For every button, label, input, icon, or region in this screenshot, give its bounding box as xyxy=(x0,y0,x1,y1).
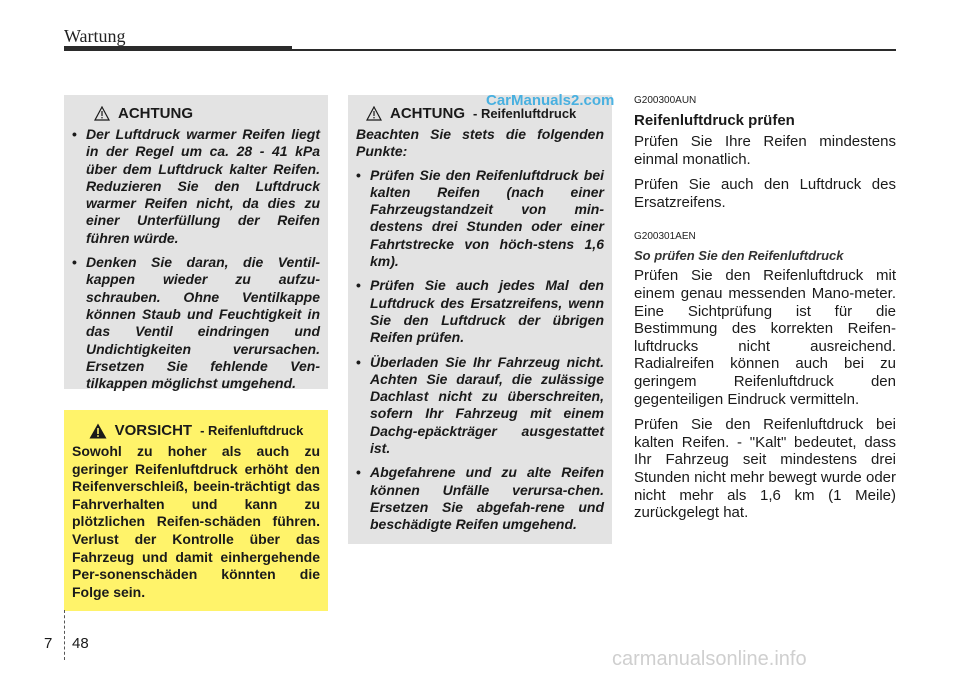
page-number-divider xyxy=(64,610,65,660)
caution-box-tire-pressure xyxy=(64,410,328,611)
header-rule-thin xyxy=(292,49,896,51)
warning-header xyxy=(72,105,320,122)
footer-watermark: carmanualsonline.info xyxy=(612,648,807,670)
warning-box-tire-pressure xyxy=(64,95,328,392)
caution-subtitle: - Reifenluftdruck xyxy=(200,423,304,438)
section-code: G200301AEN xyxy=(634,231,696,243)
page-number: 48 xyxy=(72,635,89,652)
caution-header xyxy=(72,422,320,439)
list-item: • Denken Sie daran, die Ventil-kappen wieder zu aufzu-schrauben. Ohne Ventilkappe können Staub und Feuchtigkeit in das Ventil eindringen und Undichtigkeiten verursachen. Ersetzen Sie fehlende Ven-tilkappen möglichst umgehend. xyxy=(72,254,320,392)
warning-intro: Beachten Sie stets die folgenden Punkte: xyxy=(356,126,604,160)
list-item: • Prüfen Sie den Reifenluftdruck bei kalten Reifen (nach einer Fahrzeugstandzeit von min-destens drei Stunden oder einer Fahrtstrecke von höch-stens 1,6 km). xyxy=(356,167,604,271)
warning-title: ACHTUNG xyxy=(118,105,193,122)
warning-list xyxy=(356,167,604,534)
paragraph: Prüfen Sie auch den Luftdruck des Ersatzreifens. xyxy=(634,176,896,211)
paragraph: Prüfen Sie Ihre Reifen mindestens einmal monatlich. xyxy=(634,133,896,168)
warning-box-tire-pressure-rules xyxy=(348,95,612,544)
caution-text: Sowohl zu hoher als auch zu geringer Reifenluftdruck erhöht den Reifenverschleiß, beein-trächtigt das Fahrverhalten und kann zu plötzlichen Reifen-schäden führen. Verlust der Kontrolle über das Fahrzeug und damit einhergehende Per-sonenschäden könnten die Folge sein. xyxy=(72,443,320,600)
chapter-number: 7 xyxy=(44,635,53,652)
caution-title: VORSICHT xyxy=(114,422,193,439)
list-item: • Abgefahrene und zu alte Reifen können Unfälle verursa-chen. Ersetzen Sie abgefah-rene und beschädigte Reifen umgehend. xyxy=(356,464,604,533)
warning-list xyxy=(72,126,320,392)
list-item: • Überladen Sie Ihr Fahrzeug nicht. Achten Sie darauf, die zulässige Dachlast nicht zu überschreiten, sofern Ihr Fahrzeug mit einem Dachg-epäckträger ausgestattet ist. xyxy=(356,354,604,458)
site-watermark: CarManuals2.com xyxy=(486,92,615,109)
paragraph: Prüfen Sie den Reifenluftdruck mit einem genau messenden Mano-meter. Eine Sichtprüfung ist für die Bestimmung des korrekten Reifen-luftdrucks nicht ausreichend. Radialreifen können auch bei zu geringem Reifenluftdruck den gegenteiligen Eindruck vermitteln. xyxy=(634,267,896,408)
header-rule-thick xyxy=(64,46,292,51)
page-header-title: Wartung xyxy=(64,26,126,46)
warning-title: ACHTUNG xyxy=(390,105,465,122)
section-heading: Reifenluftdruck prüfen xyxy=(634,112,795,129)
warning-triangle-icon xyxy=(94,106,110,121)
section-code: G200300AUN xyxy=(634,95,697,106)
paragraph: Prüfen Sie den Reifenluftdruck bei kalten Reifen. - "Kalt" bedeutet, dass Ihr Fahrzeug seit mindestens drei Stunden nicht mehr bewegt wurde oder nicht mehr als 1,6 km (1 Meile) zurückgelegt hat. xyxy=(634,416,896,522)
caution-triangle-icon xyxy=(89,423,107,439)
main-text-column xyxy=(634,95,896,530)
list-item: • Prüfen Sie auch jedes Mal den Luftdruck des Ersatzreifens, wenn Sie den Luftdruck der übrigen Reifen prüfen. xyxy=(356,277,604,346)
section-subheading: So prüfen Sie den Reifenluftdruck xyxy=(634,248,844,264)
warning-triangle-icon xyxy=(366,106,382,121)
list-item: • Der Luftdruck warmer Reifen liegt in der Regel um ca. 28 - 41 kPa über dem Luftdruck kalter Reifen. Reduzieren Sie den Luftdruck warmer Reifen nicht, da dies zu einer Unterfüllung der Reifen führen würde. xyxy=(72,126,320,247)
warning-subtitle: - Reifenluftdruck xyxy=(473,106,577,121)
